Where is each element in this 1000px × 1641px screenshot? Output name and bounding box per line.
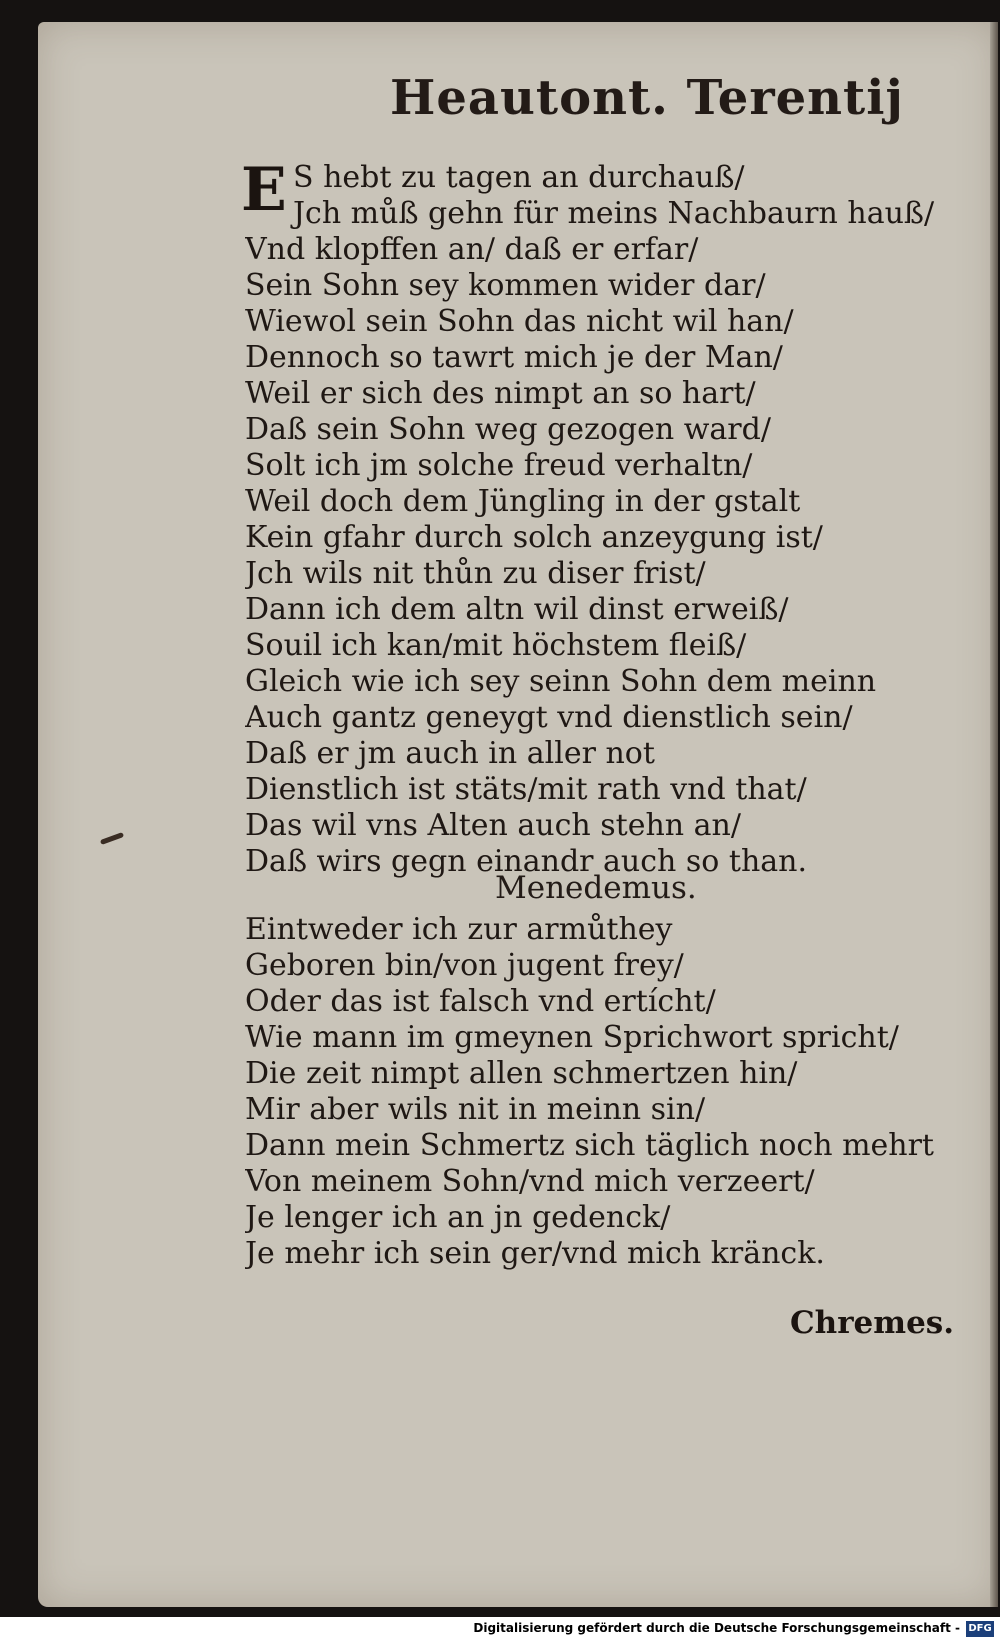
verse-line: Kein gfahr durch solch anzeygung ist/ xyxy=(245,520,823,555)
running-header: Heautont. Terentij xyxy=(390,70,904,126)
verse-line: S hebt zu tagen an durchauß/ xyxy=(293,160,745,195)
verse-line: Geboren bin/von jugent frey/ xyxy=(245,948,684,983)
verse-line: Die zeit nimpt allen schmertzen hin/ xyxy=(245,1056,798,1091)
verse-line: Solt ich jm solche freud verhaltn/ xyxy=(245,448,753,483)
verse-line: Dienstlich ist stäts/mit rath vnd that/ xyxy=(245,772,807,807)
verse-line: Dennoch so tawrt mich je der Man/ xyxy=(245,340,783,375)
verse-line: Sein Sohn sey kommen wider dar/ xyxy=(245,268,766,303)
verse-line: Dann ich dem altn wil dinst erweiß/ xyxy=(245,592,789,627)
verse-line: Weil er sich des nimpt an so hart/ xyxy=(245,376,756,411)
verse-line: Weil doch dem Jüngling in der gstalt xyxy=(245,484,801,519)
verse-line: Daß sein Sohn weg gezogen ward/ xyxy=(245,412,771,447)
verse-line: Vnd klopffen an/ daß er erfar/ xyxy=(245,232,699,267)
page-edge xyxy=(990,22,998,1607)
catchword: Chremes. xyxy=(790,1305,955,1341)
verse-line: Jch wils nit thůn zu diser frist/ xyxy=(245,556,706,591)
verse-line: Eintweder ich zur armůthey xyxy=(245,912,673,947)
verse-block-chremes xyxy=(241,155,935,880)
verse-line: Mir aber wils nit in meinn sin/ xyxy=(245,1092,706,1127)
verse-line: Oder das ist falsch vnd ertícht/ xyxy=(245,984,716,1019)
verse-line: Auch gantz geneygt vnd dienstlich sein/ xyxy=(245,700,853,735)
verse-line: Daß er jm auch in aller not xyxy=(245,736,655,771)
verse-line: Souil ich kan/mit höchstem fleiß/ xyxy=(245,628,747,663)
verse-line: Gleich wie ich sey seinn Sohn dem meinn xyxy=(245,664,877,699)
verse-line: Je mehr ich sein ger/vnd mich kränck. xyxy=(245,1236,825,1271)
verse-line: Jch můß gehn für meins Nachbaurn hauß/ xyxy=(293,196,935,231)
verse-line: Je lenger ich an jn gedenck/ xyxy=(245,1200,671,1235)
verse-block-menedemus xyxy=(245,912,935,1272)
verse-line: Wie mann im gmeynen Sprichwort spricht/ xyxy=(245,1020,899,1055)
footer-bar xyxy=(0,1617,1000,1641)
verse-line: Das wil vns Alten auch stehn an/ xyxy=(245,808,741,843)
speaker-heading: Menedemus. xyxy=(495,870,697,906)
dfg-logo: DFG xyxy=(966,1621,994,1637)
drop-cap: E xyxy=(241,155,287,225)
verse-line: Wiewol sein Sohn das nicht wil han/ xyxy=(245,304,794,339)
verse-line: Daß wirs gegn einandr auch so than. xyxy=(245,844,808,879)
verse-line: Von meinem Sohn/vnd mich verzeert/ xyxy=(245,1164,815,1199)
footer-credit: Digitalisierung gefördert durch die Deutsche Forschungsgemeinschaft - xyxy=(473,1621,960,1635)
verse-line: Dann mein Schmertz sich täglich noch mehrt xyxy=(245,1128,934,1163)
